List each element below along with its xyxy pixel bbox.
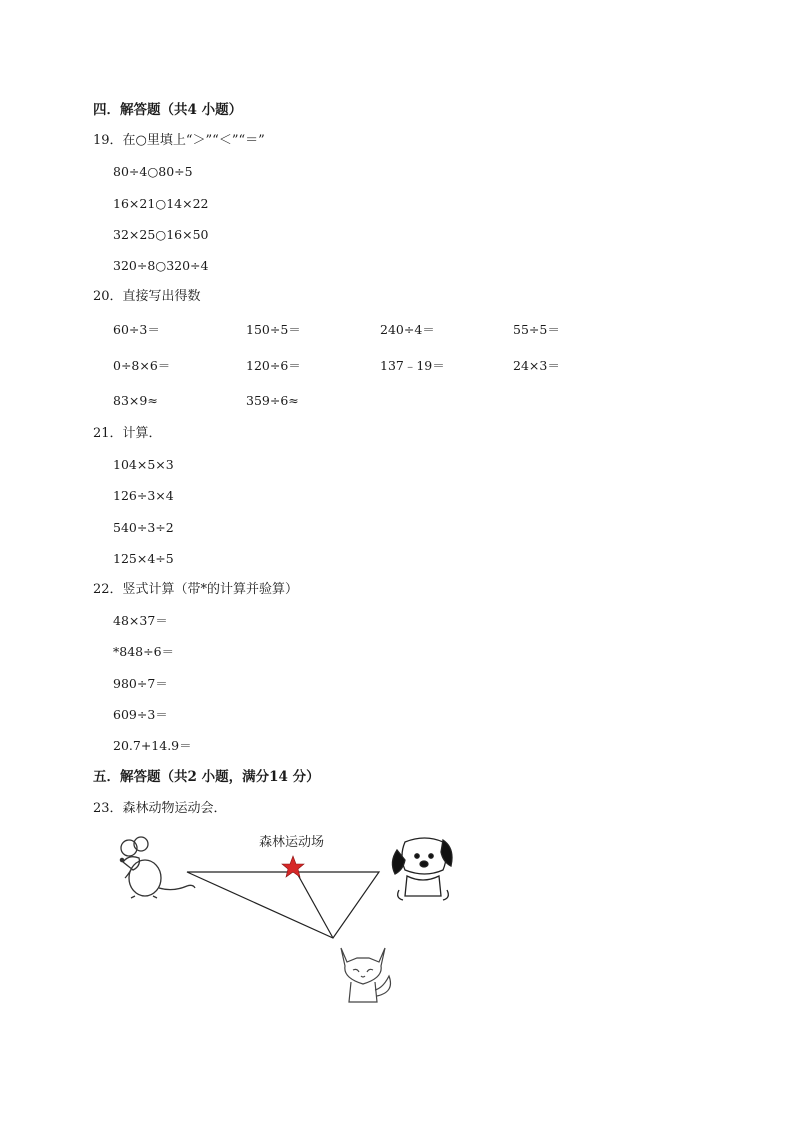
- q22-item: 980÷7＝: [113, 676, 168, 691]
- q19-item: 16×21○14×22: [113, 196, 209, 211]
- forest-sports-figure: [113, 826, 453, 1008]
- q21-item: 125×4÷5: [113, 551, 174, 566]
- section-5-heading: 五．解答题（共2 小题，满分14 分）: [93, 769, 320, 785]
- q20-cell: 55÷5＝: [513, 322, 560, 337]
- q20-cell: 137﹣19＝: [380, 358, 445, 373]
- q19-item: 32×25○16×50: [113, 227, 209, 242]
- q22-item: 20.7+14.9＝: [113, 738, 192, 753]
- route-line-star: [293, 866, 333, 938]
- star-icon: [282, 856, 304, 877]
- q20-cell: 83×9≈: [113, 393, 158, 408]
- q22-item: 609÷3＝: [113, 707, 168, 722]
- q20-cell: 0÷8×6＝: [113, 358, 171, 373]
- fox-icon: [341, 948, 391, 1002]
- q21-item: 540÷3÷2: [113, 520, 174, 535]
- dog-icon: [392, 838, 452, 900]
- q22-item: *848÷6＝: [113, 644, 175, 659]
- q19-item: 80÷4○80÷5: [113, 164, 193, 179]
- figure-label: 森林运动场: [259, 835, 325, 850]
- forest-map-svg: [113, 826, 453, 1008]
- q19-item: 320÷8○320÷4: [113, 258, 209, 273]
- q22-item: 48×37＝: [113, 613, 168, 628]
- q21-item: 126÷3×4: [113, 488, 174, 503]
- q20-cell: 359÷6≈: [246, 393, 299, 408]
- q20-cell: 120÷6＝: [246, 358, 301, 373]
- q21-title: 21．计算．: [93, 426, 162, 441]
- q20-cell: 60÷3＝: [113, 322, 160, 337]
- q20-cell: 240÷4＝: [380, 322, 435, 337]
- section-4-heading: 四．解答题（共4 小题）: [93, 102, 243, 118]
- q20-cell: 24×3＝: [513, 358, 560, 373]
- q20-title: 20．直接写出得数: [93, 289, 201, 304]
- q21-item: 104×5×3: [113, 457, 174, 472]
- route-triangle: [187, 872, 379, 938]
- q23-title: 23．森林动物运动会．: [93, 801, 227, 816]
- q22-title: 22．竖式计算（带*的计算并验算）: [93, 582, 299, 597]
- mouse-icon: [120, 837, 195, 898]
- q20-cell: 150÷5＝: [246, 322, 301, 337]
- q19-title: 19．在○里填上“＞”“＜”“＝”: [93, 133, 265, 148]
